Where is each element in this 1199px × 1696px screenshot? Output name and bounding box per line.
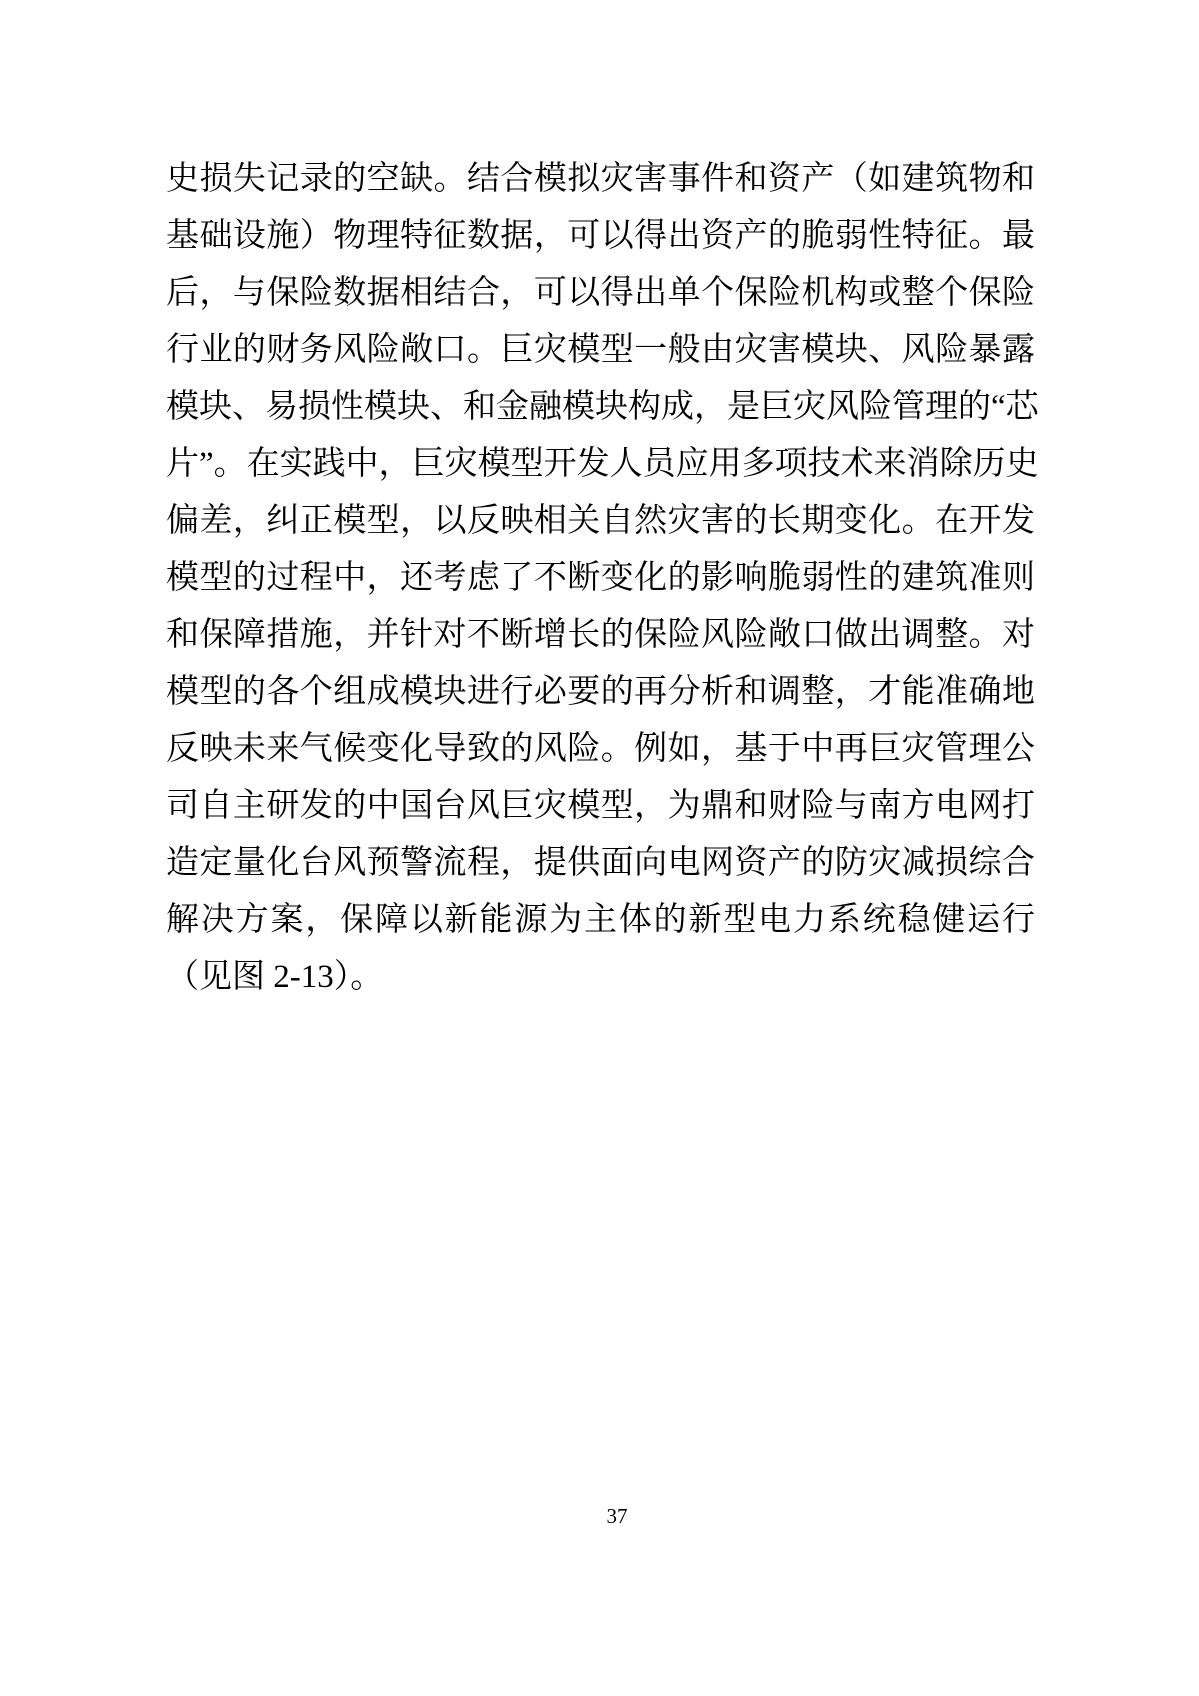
body-text-block [166, 151, 1039, 1006]
text-line: 模块、易损性模块、和金融模块构成，是巨灾风险管理的“芯 [166, 389, 1039, 425]
text-line: 解决方案，保障以新能源为主体的新型电力系统稳健运行 [166, 902, 1035, 938]
page-number: 37 [606, 1504, 628, 1528]
text-line: 基础设施）物理特征数据，可以得出资产的脆弱性特征。最 [166, 218, 1035, 254]
text-line: 偏差，纠正模型，以反映相关自然灾害的长期变化。在开发 [166, 503, 1035, 539]
text-line: 行业的财务风险敞口。巨灾模型一般由灾害模块、风险暴露 [166, 332, 1035, 368]
text-line: 片”。在实践中，巨灾模型开发人员应用多项技术来消除历史 [166, 446, 1039, 482]
text-line: （见图 2-13）。 [166, 959, 384, 995]
text-line: 模型的各个组成模块进行必要的再分析和调整，才能准确地 [166, 674, 1035, 710]
text-line: 和保障措施，并针对不断增长的保险风险敞口做出调整。对 [166, 617, 1035, 653]
text-line: 司自主研发的中国台风巨灾模型，为鼎和财险与南方电网打 [166, 788, 1035, 824]
text-line: 后，与保险数据相结合，可以得出单个保险机构或整个保险 [166, 275, 1035, 311]
text-line: 模型的过程中，还考虑了不断变化的影响脆弱性的建筑准则 [166, 560, 1035, 596]
text-line: 造定量化台风预警流程，提供面向电网资产的防灾减损综合 [166, 845, 1035, 881]
text-line: 反映未来气候变化导致的风险。例如，基于中再巨灾管理公 [166, 731, 1035, 767]
text-line: 史损失记录的空缺。结合模拟灾害事件和资产（如建筑物和 [166, 161, 1035, 197]
